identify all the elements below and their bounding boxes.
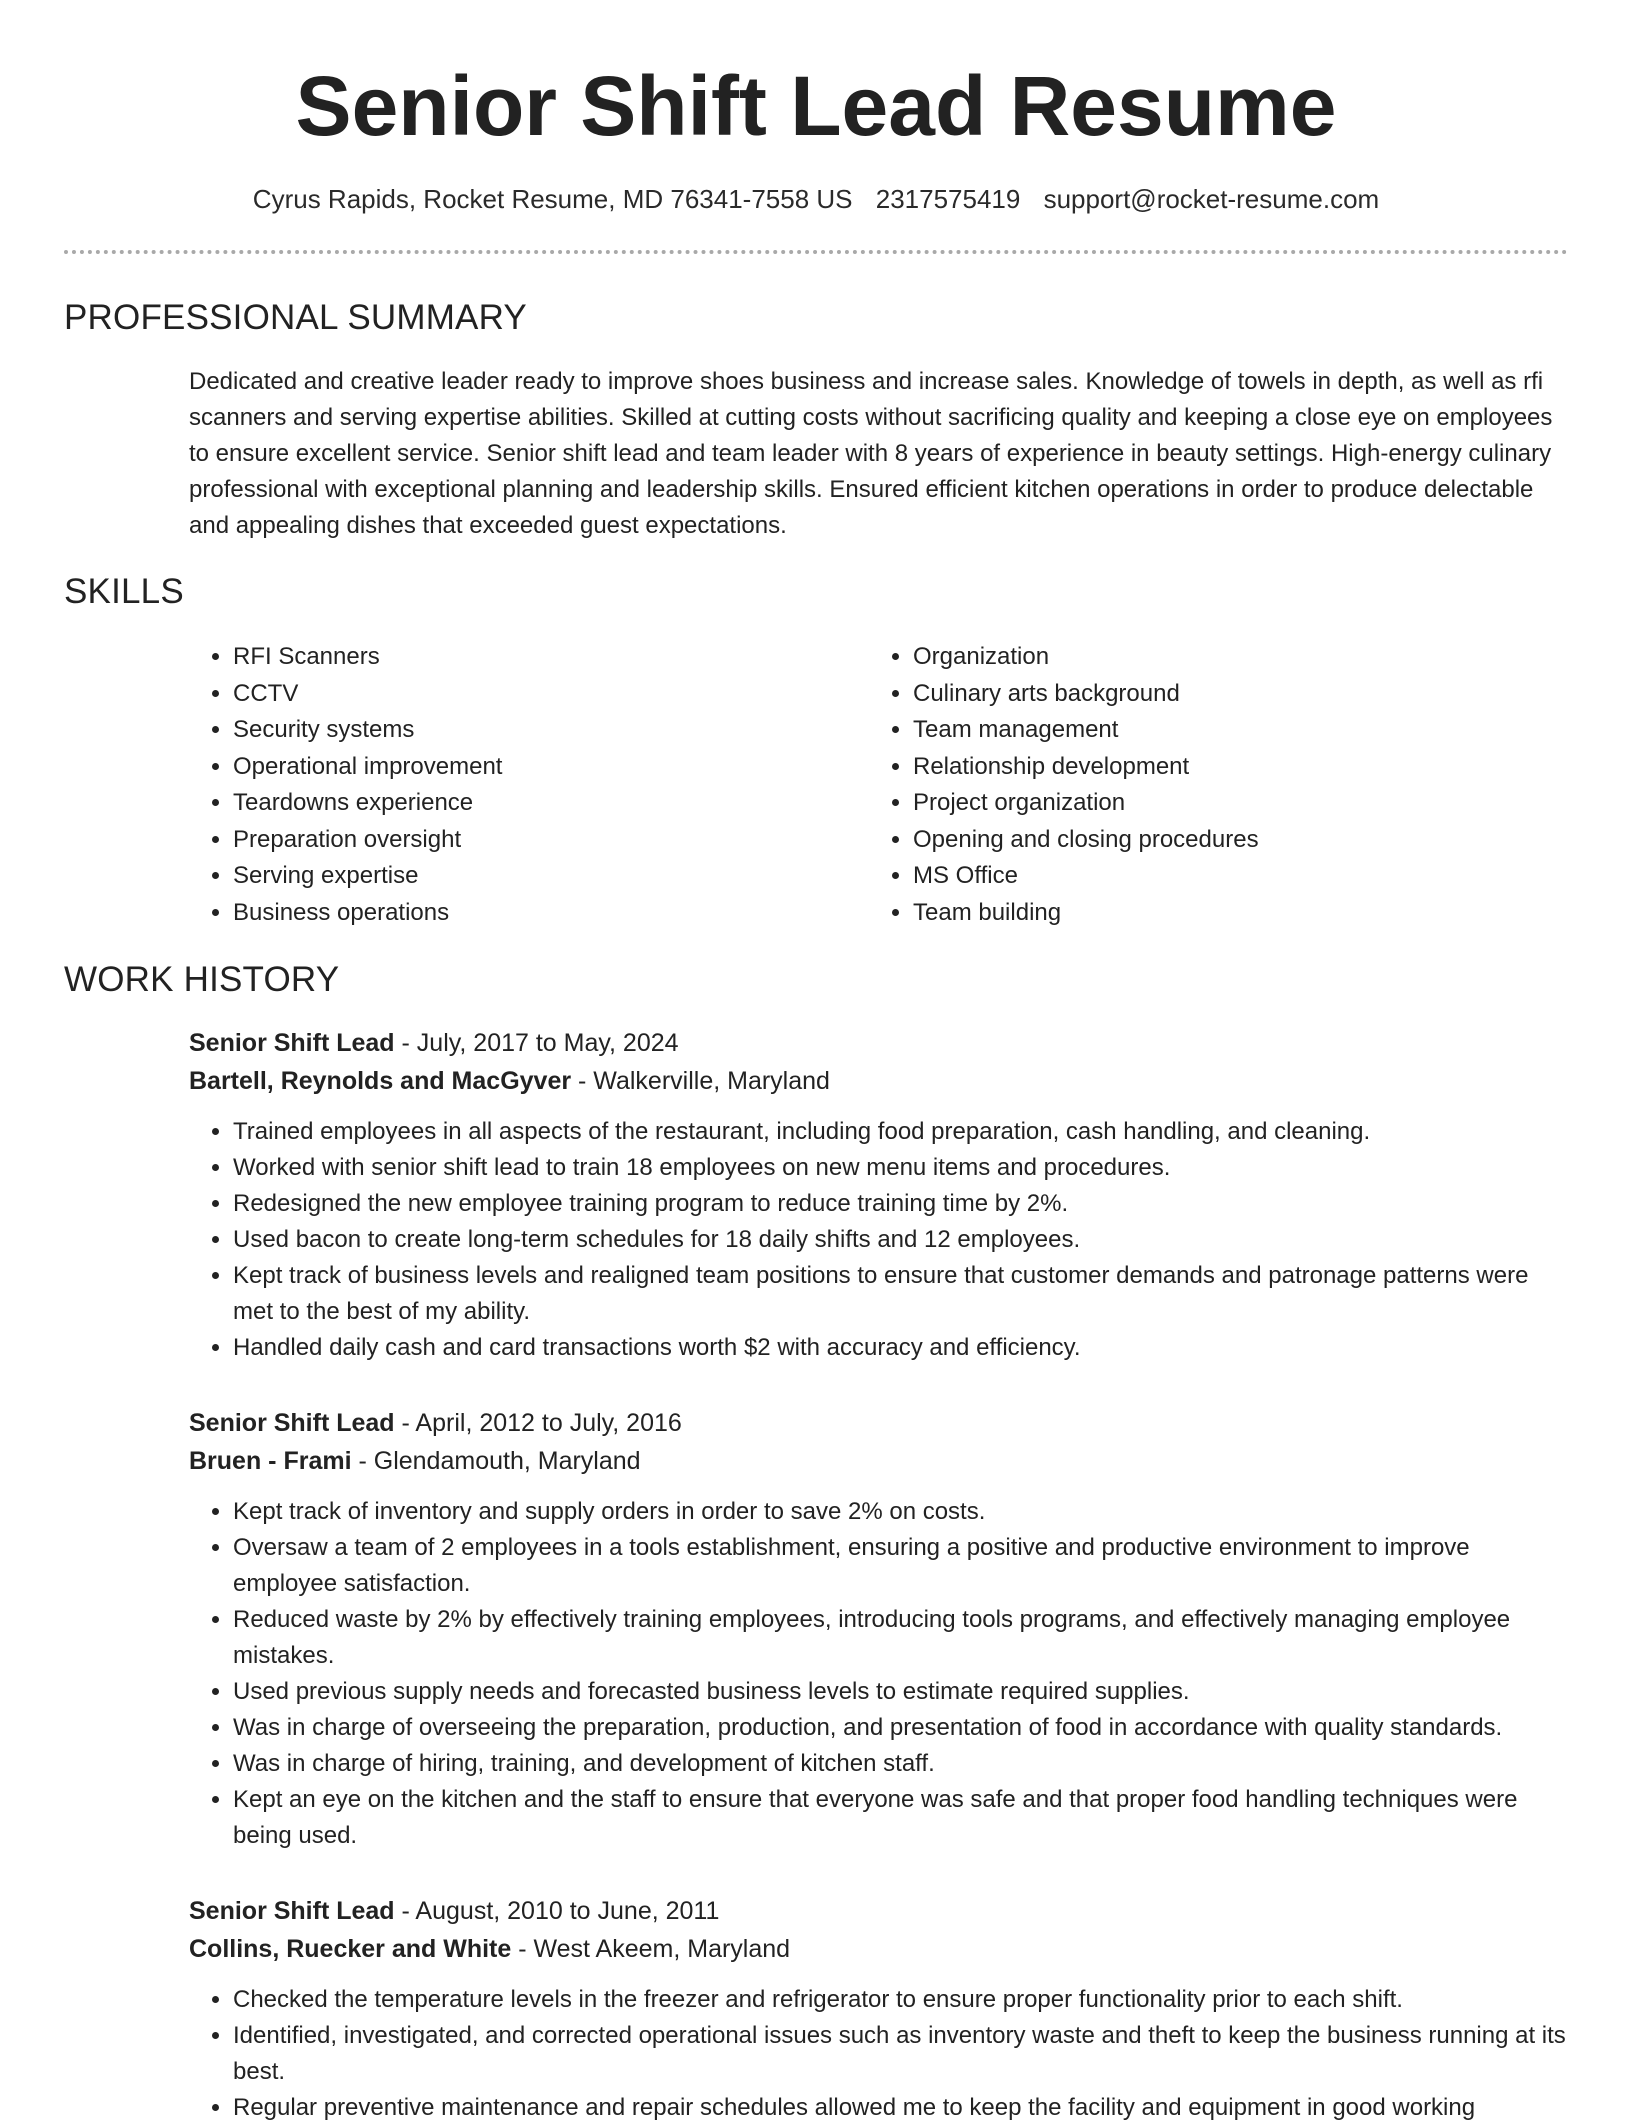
job-title-line — [189, 1024, 1569, 1062]
skill-item: • Operational improvement — [233, 749, 502, 786]
skill-item: • Business operations — [233, 895, 502, 932]
job-bullet: • Kept track of inventory and supply orders in order to save 2% on costs. — [233, 1494, 1569, 1530]
job-bullet: • Handled daily cash and card transactions worth $2 with accuracy and efficiency. — [233, 1330, 1569, 1366]
skill-item: • RFI Scanners — [233, 639, 502, 676]
skill-item: • Opening and closing procedures — [913, 822, 1259, 859]
job-bullet: • Used bacon to create long-term schedules for 18 daily shifts and 12 employees. — [233, 1222, 1569, 1258]
section-title-skills: SKILLS — [64, 572, 184, 611]
section-title-summary: PROFESSIONAL SUMMARY — [64, 298, 527, 337]
job-company: Bartell, Reynolds and MacGyver — [189, 1067, 572, 1095]
job-bullet: • Was in charge of hiring, training, and development of kitchen staff. — [233, 1746, 1569, 1782]
job-bullets — [189, 1982, 1569, 2126]
skill-item: • CCTV — [233, 676, 502, 713]
job-bullet: • Kept an eye on the kitchen and the staff to ensure that everyone was safe and that proper food handling techniques were being used. — [233, 1782, 1569, 1854]
job-title: Senior Shift Lead — [189, 1029, 395, 1057]
summary-text: Dedicated and creative leader ready to improve shoes business and increase sales. Knowledge of towels in depth, as well as rfi scanners and serving expertise abilities. Skilled at cutting costs without sacrificing quality and keeping a close eye on employees to ensure excellent service. Senior shift lead and team leader with 8 years of experience in beauty settings. High-energy culinary professional with exceptional planning and leadership skills. Ensured efficient kitchen operations in order to produce delectable and appealing dishes that exceeded guest expectations. — [189, 368, 1553, 539]
job-location: - Walkerville, Maryland — [571, 1067, 830, 1095]
skills-list-left — [189, 639, 502, 931]
resume-title: Senior Shift Lead Resume — [295, 59, 1337, 153]
skill-item: • Culinary arts background — [913, 676, 1259, 713]
job-company-line — [189, 1062, 1569, 1100]
contact-line — [0, 182, 1632, 216]
job-bullets — [189, 1494, 1569, 1854]
skill-item: • Teardowns experience — [233, 785, 502, 822]
job-bullet: • Identified, investigated, and corrected operational issues such as inventory waste and theft to keep the business running at its best. — [233, 2018, 1569, 2090]
skill-item: • Preparation oversight — [233, 822, 502, 859]
skill-item: • Serving expertise — [233, 858, 502, 895]
job-dates: - April, 2012 to July, 2016 — [394, 1409, 682, 1437]
job-location: - West Akeem, Maryland — [511, 1935, 791, 1963]
job-title: Senior Shift Lead — [189, 1409, 395, 1437]
job-bullet: • Regular preventive maintenance and repair schedules allowed me to keep the facility and equipment in good working — [233, 2090, 1569, 2126]
job-location: - Glendamouth, Maryland — [351, 1447, 641, 1475]
skills-list-right — [869, 639, 1259, 931]
job-company: Collins, Ruecker and White — [189, 1935, 512, 1963]
job-title: Senior Shift Lead — [189, 1897, 395, 1925]
job-entry — [189, 1024, 1569, 1366]
job-company-line — [189, 1930, 1569, 1968]
job-bullet: • Reduced waste by 2% by effectively training employees, introducing tools programs, and effectively managing employee mistakes. — [233, 1602, 1569, 1674]
job-company-line — [189, 1442, 1569, 1480]
contact-email: support@rocket-resume.com — [1043, 184, 1380, 214]
job-bullet: • Redesigned the new employee training program to reduce training time by 2%. — [233, 1186, 1569, 1222]
skill-item: • Organization — [913, 639, 1259, 676]
job-bullet: • Worked with senior shift lead to train 18 employees on new menu items and procedures. — [233, 1150, 1569, 1186]
job-bullet: • Checked the temperature levels in the freezer and refrigerator to ensure proper functionality prior to each shift. — [233, 1982, 1569, 2018]
job-bullets — [189, 1114, 1569, 1366]
skill-item: • Relationship development — [913, 749, 1259, 786]
skill-item: • MS Office — [913, 858, 1259, 895]
section-title-work-history: WORK HISTORY — [64, 960, 340, 999]
job-company: Bruen - Frami — [189, 1447, 352, 1475]
job-dates: - July, 2017 to May, 2024 — [394, 1029, 679, 1057]
job-bullet: • Oversaw a team of 2 employees in a tools establishment, ensuring a positive and productive environment to improve employee satisfaction. — [233, 1530, 1569, 1602]
job-entry — [189, 1892, 1569, 2126]
header-divider — [64, 250, 1568, 254]
job-dates: - August, 2010 to June, 2011 — [394, 1897, 720, 1925]
job-bullet: • Kept track of business levels and realigned team positions to ensure that customer demands and patronage patterns were met to the best of my ability. — [233, 1258, 1569, 1330]
contact-phone: 2317575419 — [875, 184, 1021, 214]
skill-item: • Security systems — [233, 712, 502, 749]
job-title-line — [189, 1404, 1569, 1442]
skill-item: • Team management — [913, 712, 1259, 749]
skill-item: • Project organization — [913, 785, 1259, 822]
job-bullet: • Trained employees in all aspects of the restaurant, including food preparation, cash handling, and cleaning. — [233, 1114, 1569, 1150]
contact-address: Cyrus Rapids, Rocket Resume, MD 76341-7558 US — [252, 184, 853, 214]
job-bullet: • Was in charge of overseeing the preparation, production, and presentation of food in accordance with quality standards. — [233, 1710, 1569, 1746]
job-entry — [189, 1404, 1569, 1854]
skill-item: • Team building — [913, 895, 1259, 932]
job-title-line — [189, 1892, 1569, 1930]
job-bullet: • Used previous supply needs and forecasted business levels to estimate required supplies. — [233, 1674, 1569, 1710]
